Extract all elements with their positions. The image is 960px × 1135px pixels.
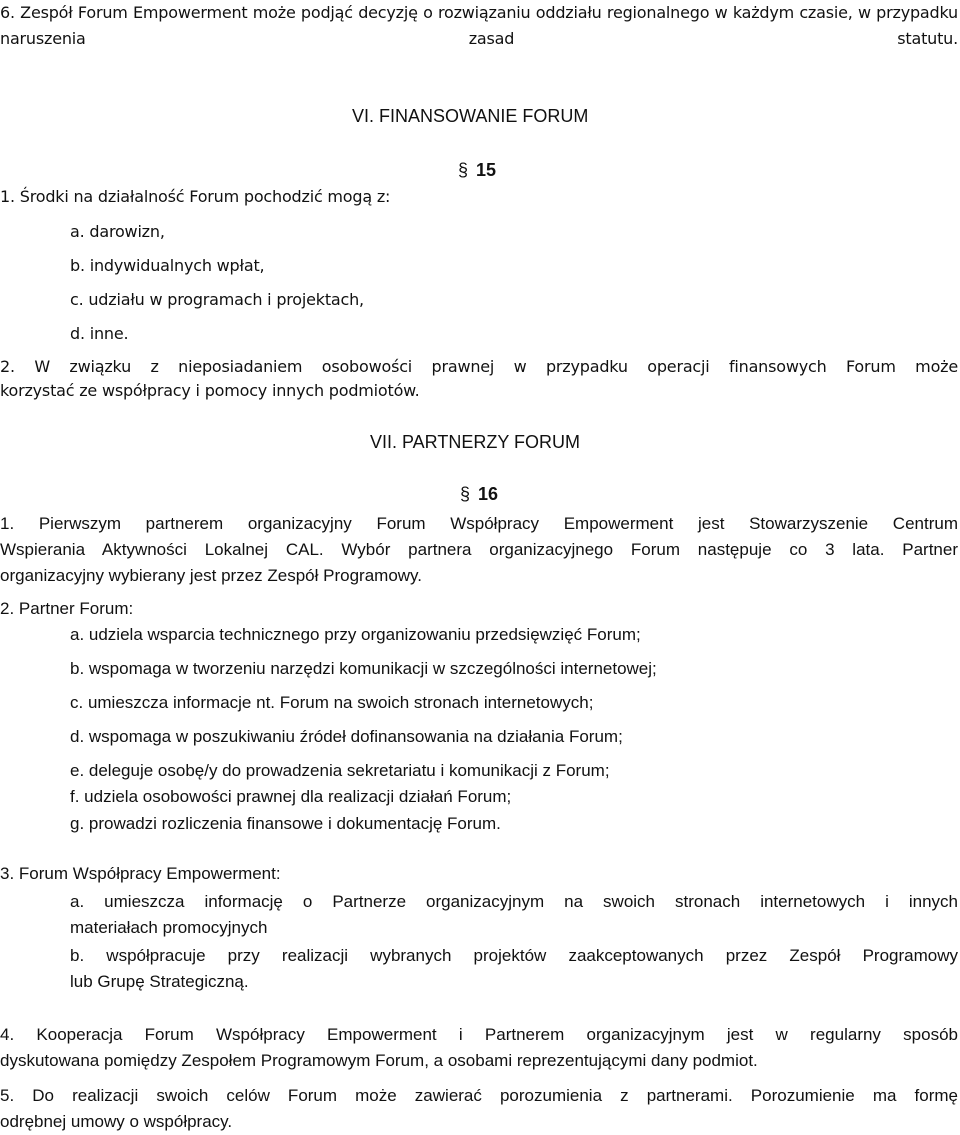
s16-point-3-a-line-1: a. umieszcza informację o Partnerze organizacyjnym na swoich stronach internetowych i innych xyxy=(70,892,958,911)
s16-point-1-line-2: Wspierania Aktywności Lokalnej CAL. Wybór partnera organizacyjnego Forum następuje co 3 lata. Partner xyxy=(0,540,958,559)
s16-point-4-line-2: dyskutowana pomiędzy Zespołem Programowym Forum, a osobami reprezentującymi dany podmiot. xyxy=(0,1051,758,1070)
section-symbol: § xyxy=(460,484,471,504)
s16-point-3-b-line-2: lub Grupę Strategiczną. xyxy=(70,972,249,991)
s15-item-a: a. darowizn, xyxy=(70,222,165,241)
section-symbol: § xyxy=(458,160,469,180)
s16-item-g: g. prowadzi rozliczenia finansowe i dokumentację Forum. xyxy=(70,814,501,833)
s15-point-1: 1. Środki na działalność Forum pochodzić mogą z: xyxy=(0,187,391,206)
paragraph-6-text: 6. Zespół Forum Empowerment może podjąć decyzję o rozwiązaniu oddziału regionalnego w każdym czasie, w przypadku naruszenia zasad statutu. xyxy=(0,3,958,48)
s15-point-2-line-2: korzystać ze współpracy i pomocy innych podmiotów. xyxy=(0,381,420,400)
s16-point-3: 3. Forum Współpracy Empowerment: xyxy=(0,864,281,883)
s16-point-3-b-line-1: b. współpracuje przy realizacji wybranych projektów zaakceptowanych przez Zespół Programowy xyxy=(70,946,958,965)
s16-point-5-line-1: 5. Do realizacji swoich celów Forum może zawierać porozumienia z partnerami. Porozumienie ma formę xyxy=(0,1086,958,1105)
s15-point-2-line-1: 2. W związku z nieposiadaniem osobowości prawnej w przypadku operacji finansowych Forum może xyxy=(0,357,958,376)
section-number: 15 xyxy=(476,160,497,180)
s16-item-b: b. wspomaga w tworzeniu narzędzi komunikacji w szczególności internetowej; xyxy=(70,659,657,678)
s16-item-e: e. deleguje osobę/y do prowadzenia sekretariatu i komunikacji z Forum; xyxy=(70,761,610,780)
s15-item-b: b. indywidualnych wpłat, xyxy=(70,256,265,275)
s16-point-2: 2. Partner Forum: xyxy=(0,599,134,618)
s15-item-c: c. udziału w programach i projektach, xyxy=(70,290,364,309)
paragraph-6 xyxy=(0,0,958,52)
s15-item-d: d. inne. xyxy=(70,324,129,343)
s16-item-c: c. umieszcza informacje nt. Forum na swoich stronach internetowych; xyxy=(70,693,594,712)
s16-point-5-line-2: odrębnej umowy o współpracy. xyxy=(0,1112,233,1131)
s16-point-1-line-3: organizacyjny wybierany jest przez Zespół Programowy. xyxy=(0,566,423,585)
s16-point-4-line-1: 4. Kooperacja Forum Współpracy Empowerment i Partnerem organizacyjnym jest w regularny sposób xyxy=(0,1025,958,1044)
s16-item-d: d. wspomaga w poszukiwaniu źródeł dofinansowania na działania Forum; xyxy=(70,727,623,746)
section-16-heading xyxy=(460,484,498,505)
section-number: 16 xyxy=(478,484,499,504)
s16-point-3-a-line-2: materiałach promocyjnych xyxy=(70,918,268,937)
s16-item-a: a. udziela wsparcia technicznego przy organizowaniu przedsięwzięć Forum; xyxy=(70,625,641,644)
chapter-vi-heading: VI. FINANSOWANIE FORUM xyxy=(352,106,589,126)
section-15-heading xyxy=(458,160,496,181)
s16-point-1-line-1: 1. Pierwszym partnerem organizacyjny Forum Współpracy Empowerment jest Stowarzyszenie Centrum xyxy=(0,514,958,533)
s16-item-f: f. udziela osobowości prawnej dla realizacji działań Forum; xyxy=(70,787,512,806)
chapter-vii-heading: VII. PARTNERZY FORUM xyxy=(370,432,581,452)
